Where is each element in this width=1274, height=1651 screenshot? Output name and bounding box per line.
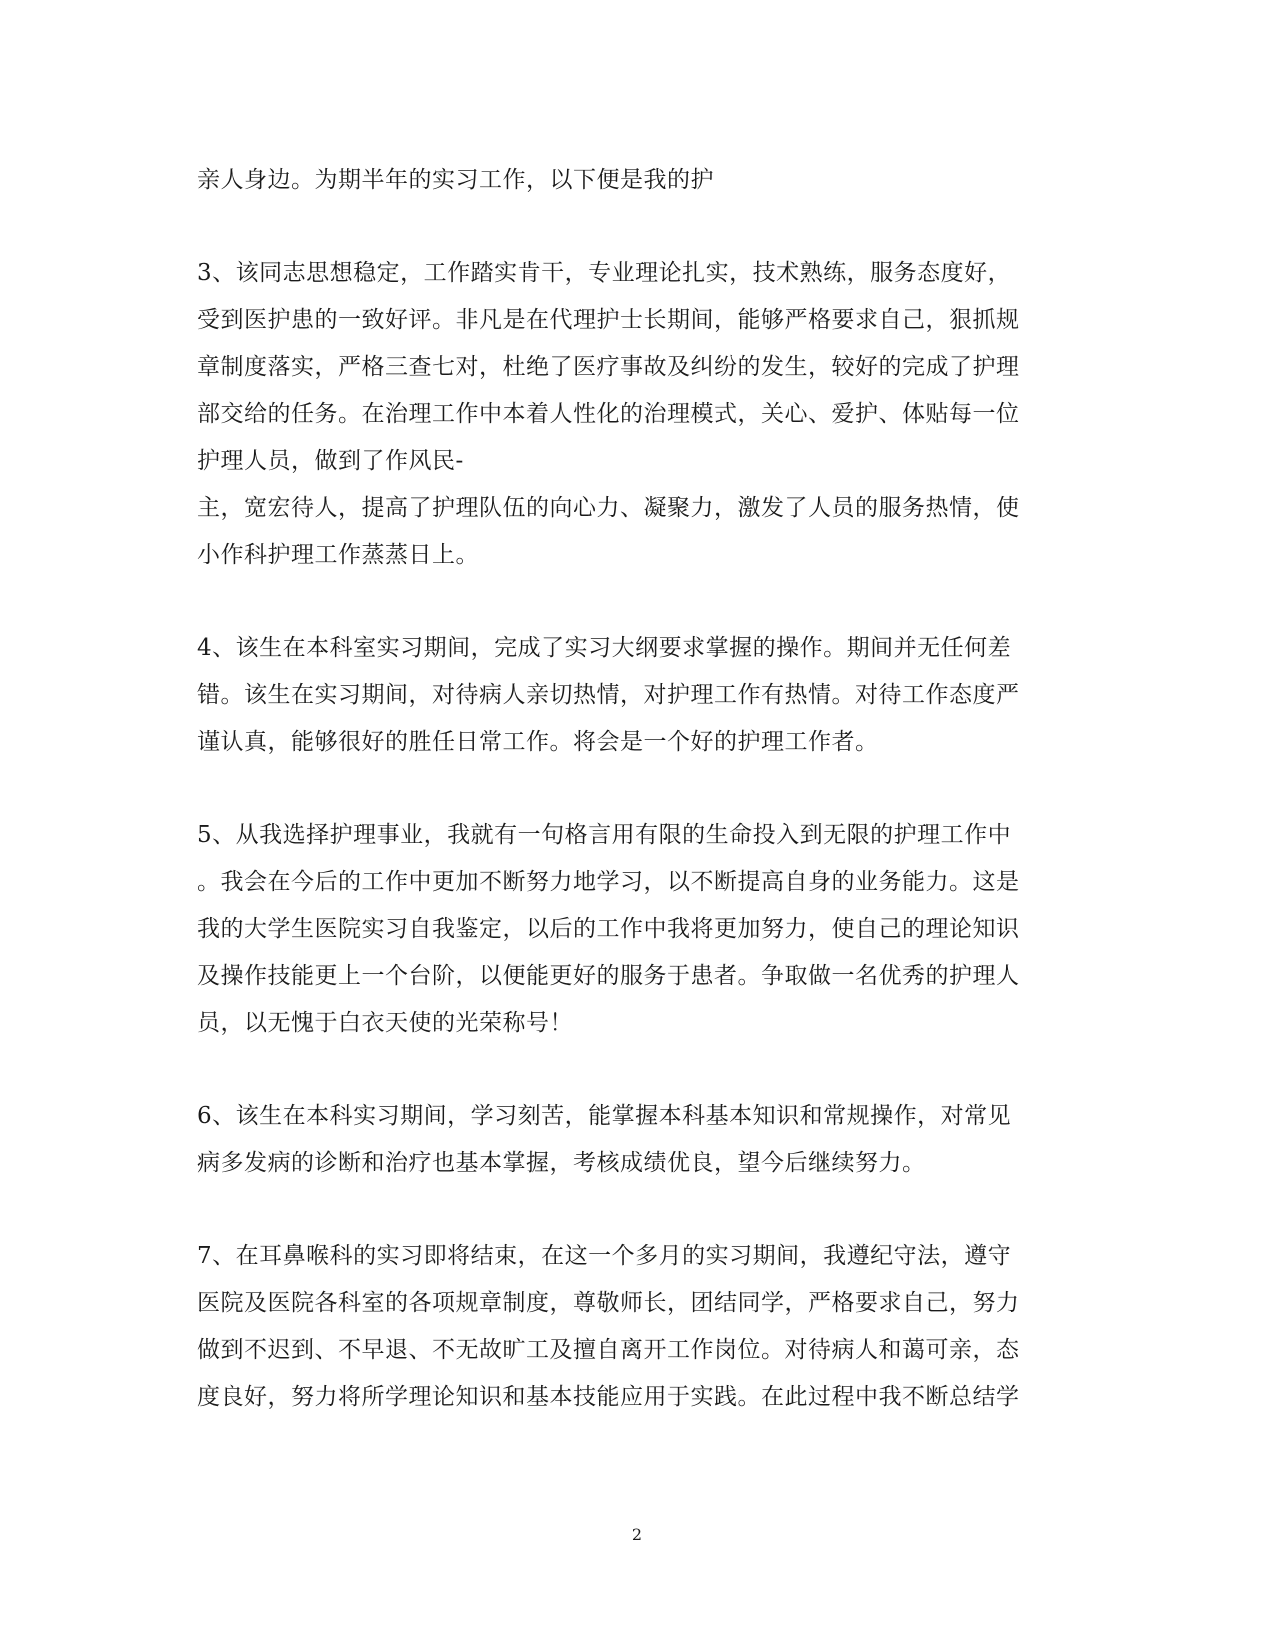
text-line: 护理人员，做到了作风民-	[197, 448, 464, 474]
text-line: 章制度落实，严格三查七对，杜绝了医疗事故及纠纷的发生，较好的完成了护理	[197, 354, 1020, 380]
text-line: 4、该生在本科室实习期间，完成了实习大纲要求掌握的操作。期间并无任何差	[197, 635, 1012, 661]
text-line: 我的大学生医院实习自我鉴定，以后的工作中我将更加努力，使自己的理论知识	[197, 916, 1020, 942]
text-line: 3、该同志思想稳定，工作踏实肯干，专业理论扎实，技术熟练，服务态度好，	[197, 260, 1012, 286]
text-line: 医院及医院各科室的各项规章制度，尊敬师长，团结同学，严格要求自己，努力	[197, 1290, 1020, 1316]
page-number: 2	[631, 1525, 643, 1544]
text-line: 小作科护理工作蒸蒸日上。	[197, 542, 479, 568]
text-line: 及操作技能更上一个台阶，以便能更好的服务于患者。争取做一名优秀的护理人	[197, 963, 1020, 989]
text-line: 病多发病的诊断和治疗也基本掌握，考核成绩优良，望今后继续努力。	[197, 1150, 926, 1176]
text-line: 5、从我选择护理事业，我就有一句格言用有限的生命投入到无限的护理工作中	[197, 822, 1012, 848]
text-line: 做到不迟到、不早退、不无故旷工及擅自离开工作岗位。对待病人和蔼可亲，态	[197, 1337, 1020, 1363]
text-line: 部交给的任务。在治理工作中本着人性化的治理模式，关心、爱护、体贴每一位	[197, 401, 1020, 427]
text-line: 主，宽宏待人，提高了护理队伍的向心力、凝聚力，激发了人员的服务热情，使	[197, 495, 1020, 521]
text-line: 6、该生在本科实习期间，学习刻苦，能掌握本科基本知识和常规操作，对常见	[197, 1103, 1012, 1129]
text-line: 错。该生在实习期间，对待病人亲切热情，对护理工作有热情。对待工作态度严	[197, 682, 1020, 708]
text-line: 谨认真，能够很好的胜任日常工作。将会是一个好的护理工作者。	[197, 729, 879, 755]
text-line: 7、在耳鼻喉科的实习即将结束，在这一个多月的实习期间，我遵纪守法，遵守	[197, 1243, 1012, 1269]
text-line: 员，以无愧于白衣天使的光荣称号！	[197, 1010, 573, 1036]
text-line: 受到医护患的一致好评。非凡是在代理护士长期间，能够严格要求自己，狠抓规	[197, 307, 1020, 333]
text-line: 。我会在今后的工作中更加不断努力地学习，以不断提高自身的业务能力。这是	[197, 869, 1020, 895]
text-line: 度良好，努力将所学理论知识和基本技能应用于实践。在此过程中我不断总结学	[197, 1384, 1020, 1410]
text-line: 亲人身边。为期半年的实习工作，以下便是我的护	[197, 167, 714, 193]
